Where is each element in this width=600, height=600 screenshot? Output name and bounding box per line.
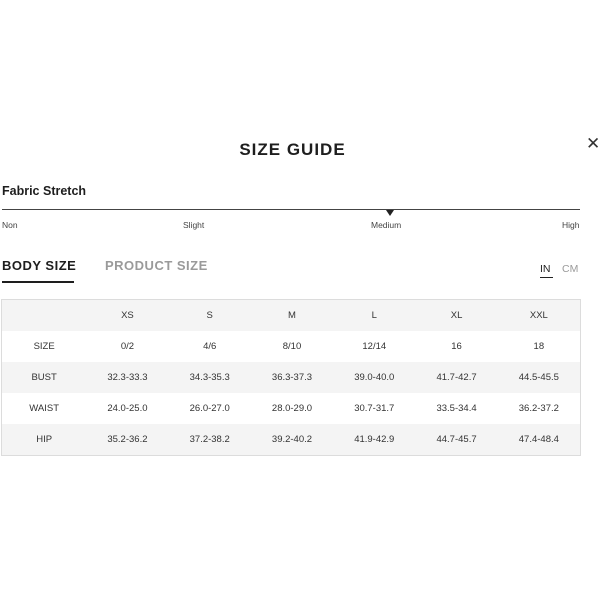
table-cell: 12/14	[362, 341, 387, 352]
stretch-level-medium: Medium	[371, 220, 402, 230]
table-cell: 41.7-42.7	[415, 362, 497, 393]
table-header-cell: M	[251, 300, 333, 331]
table-cell: 24.0-25.0	[107, 403, 148, 414]
table-cell: 0/2	[120, 341, 135, 352]
close-icon[interactable]: ✕	[586, 134, 600, 153]
unit-toggle-in[interactable]: IN	[540, 263, 551, 275]
table-cell: 4/6	[203, 341, 217, 352]
table-cell: 39.0-40.0	[333, 362, 415, 393]
unit-toggle-cm[interactable]: CM	[562, 263, 579, 275]
table-header-cell: XXL	[498, 300, 580, 331]
table-cell: 37.2-38.2	[169, 424, 251, 455]
table-cell: 39.2-40.2	[251, 424, 333, 455]
table-cell: 47.4-48.4	[498, 424, 580, 455]
tab-product-size[interactable]: PRODUCT SIZE	[105, 258, 208, 273]
table-cell: 36.3-37.3	[251, 362, 333, 393]
table-cell: 28.0-29.0	[271, 403, 313, 414]
table-header-cell: XS	[86, 300, 168, 331]
table-cell: 16	[451, 341, 462, 352]
table-cell: 44.7-45.7	[415, 424, 497, 455]
stretch-level-non: Non	[2, 220, 18, 230]
fabric-stretch-scale	[2, 209, 580, 210]
active-tab-indicator	[2, 281, 74, 283]
active-unit-indicator	[540, 277, 553, 278]
table-cell: 30.7-31.7	[354, 403, 395, 414]
table-row	[2, 393, 580, 424]
table-header-cell	[2, 300, 86, 331]
row-label: SIZE	[33, 341, 55, 352]
table-header-cell: S	[169, 300, 251, 331]
row-label: WAIST	[29, 403, 59, 414]
stretch-level-slight: Slight	[183, 220, 205, 230]
table-cell: 18	[533, 341, 545, 352]
fabric-stretch-label: Fabric Stretch	[2, 184, 87, 198]
table-header-row	[2, 300, 580, 331]
tab-body-size[interactable]: BODY SIZE	[2, 258, 77, 273]
row-label: HIP	[2, 424, 86, 455]
table-cell: 32.3-33.3	[86, 362, 168, 393]
table-header-cell: XL	[415, 300, 497, 331]
table-row	[2, 331, 580, 362]
row-label: BUST	[2, 362, 86, 393]
stretch-level-high: High	[562, 220, 580, 230]
size-table	[2, 300, 580, 455]
modal-title: SIZE GUIDE	[239, 140, 346, 159]
table-cell: 33.5-34.4	[436, 403, 477, 414]
table-cell: 36.2-37.2	[518, 403, 559, 414]
table-cell: 34.3-35.3	[169, 362, 251, 393]
table-cell: 35.2-36.2	[86, 424, 168, 455]
table-row	[2, 362, 580, 393]
table-header-cell: L	[333, 300, 415, 331]
table-cell: 41.9-42.9	[333, 424, 415, 455]
triangle-down-icon	[386, 210, 394, 216]
table-cell: 44.5-45.5	[498, 362, 580, 393]
table-cell: 26.0-27.0	[189, 403, 230, 414]
table-row	[2, 424, 580, 455]
table-cell: 8/10	[282, 341, 302, 352]
